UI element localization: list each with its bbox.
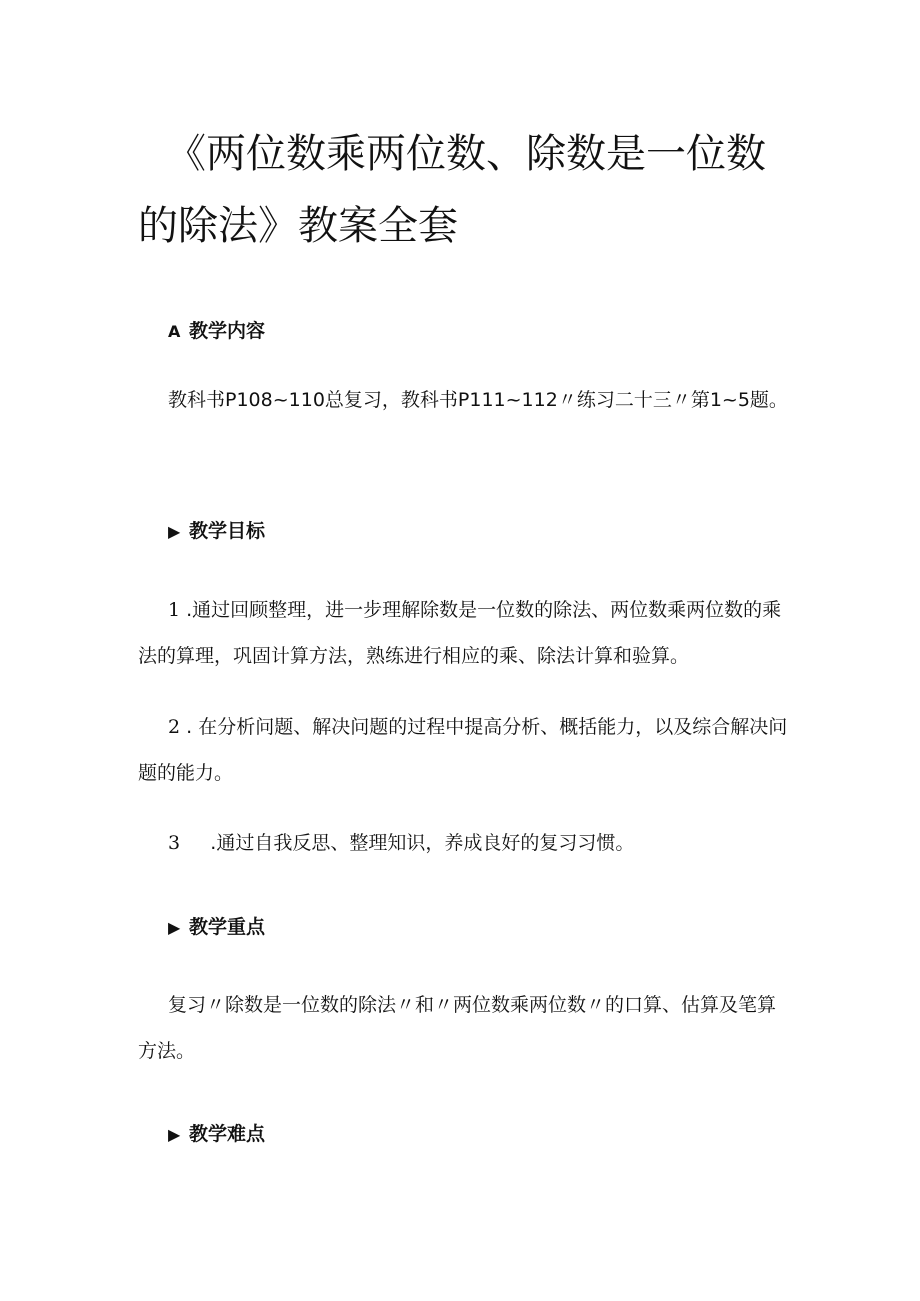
objective-item-1 xyxy=(138,587,788,679)
triangle-marker-icon: ▶ xyxy=(168,918,181,937)
objective-text: .通过自我反思、整理知识，养成良好的复习习惯。 xyxy=(180,832,635,854)
objective-text: .通过回顾整理，进一步理解除数是一位数的除法、两位数乘两位数的乘法的算理，巩固计算方法，熟练进行相应的乘、除法计算和验算。 xyxy=(138,599,782,667)
title-line-2: 的除法》教案全套 xyxy=(138,203,458,249)
objective-item-3 xyxy=(138,820,788,866)
section-heading-difficulties xyxy=(168,1120,265,1149)
objective-item-2 xyxy=(138,704,788,796)
triangle-marker-icon: ▶ xyxy=(168,522,181,541)
document-title xyxy=(138,118,778,262)
key-points-paragraph: 复习〃除数是一位数的除法〃和〃两位数乘两位数〃的口算、估算及笔算方法。 xyxy=(138,994,777,1062)
section-heading-key-points xyxy=(168,913,265,942)
section-heading-label: 教学重点 xyxy=(188,916,265,938)
section-heading-content xyxy=(168,317,265,346)
section-heading-label: 教学内容 xyxy=(189,320,266,342)
objective-text: . 在分析问题、解决问题的过程中提高分析、概括能力，以及综合解决问题的能力。 xyxy=(138,716,788,784)
section-heading-label: 教学目标 xyxy=(188,520,265,542)
objective-number: 2 xyxy=(168,716,181,738)
triangle-marker-icon: ▶ xyxy=(168,1125,181,1144)
section-marker: A xyxy=(168,322,181,341)
section-heading-label: 教学难点 xyxy=(188,1123,265,1145)
section-heading-objectives xyxy=(168,517,265,546)
title-line-1: 《两位数乘两位数、除数是一位数 xyxy=(166,131,766,177)
objective-number: 1 xyxy=(168,599,181,621)
objective-number: 3 xyxy=(168,832,181,854)
content-paragraph: 教科书P108~110总复习，教科书P111~112〃练习二十三〃第1~5题。 xyxy=(168,389,788,411)
